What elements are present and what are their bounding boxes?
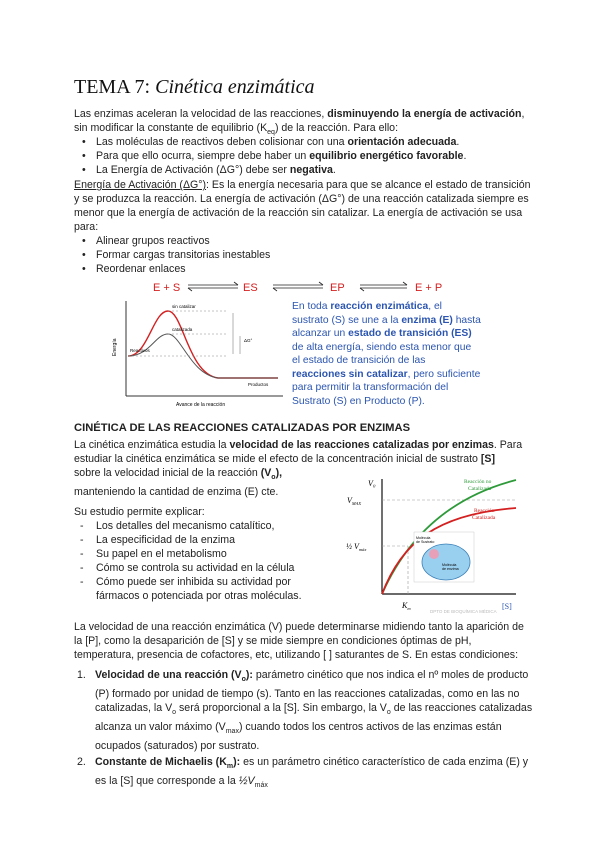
cat-label: catalizada (172, 327, 193, 332)
scheme-es: ES (243, 282, 258, 294)
section-heading: CINÉTICA DE LAS REACCIONES CATALIZADAS POR ENZIMAS (74, 422, 411, 434)
list-item: 2. Constante de Michaelis $(K_m)$: es un parámetro cinético característico de cada enzima (E) y es la [S] que corresponde a la $\frac{1}{2}V_{máx}$ (77, 756, 529, 790)
list-item: - La especificidad de la enzima (74, 533, 334, 547)
list-item: • La Energía de Activación (ΔG°) debe ser negativa. (74, 163, 534, 177)
title-italic: Cinética enzimática (155, 76, 315, 98)
numbered-list (74, 668, 544, 796)
substrate-molecule (429, 549, 439, 559)
legend-red-1: Reacción (474, 508, 495, 514)
legend-red-2: Catalizada (472, 515, 496, 521)
section2-paragraph: La cinética enzimática estudia la velocidad de las reacciones catalizadas por enzimas. Para estudiar la cinética enzimática se mide el efecto de la concentración inicial de sustrato [S] sobre la velocidad inicial de la reacción $(V_o)$, manteniendo la cantidad de enzima (E) cte. (74, 439, 523, 499)
list-item: 1. Velocidad de una reacción $(V_o)$: parámetro cinético que nos indica el nº moles de producto (P) formado por unidad de tiempo (s). Tanto en las reacciones catalizadas, como en las no catalizadas, la $V_o$ será proporcional a la [S]. Sin embargo, la $V_o$ de las reacciones catalizadas alcanza un valor máximo $(V_{max})$ cuando todos los centros activos de las enzimas están ocupados (saturados) por sustrato. (77, 669, 533, 753)
legend-green-2: Catalizada (468, 486, 492, 492)
section3-paragraph: La velocidad de una reacción enzimática (V) puede determinarse midiendo tanto la aparición de la [P], como la desaparición de [S] y se mide siempre en condiciones óptimas de pH, temperatura, presencia de cofactores, etc, utilizando [ ] saturantes de S. En estas condiciones: (74, 621, 524, 661)
study-intro: Su estudio permite explicar: (74, 506, 205, 518)
s-label: [S] (502, 602, 512, 611)
uncat-label: sin catalizar (172, 304, 196, 309)
blue-note: En toda reacción enzimática, el sustrato (S) se une a la enzima (E) hasta alcanzar un estado de transición (ES) de alta energía, siendo esta menor que el estado de transición de las reacciones sin catalizar, pero suficiente para permitir la transformación del Sustrato (S) en Producto (P). (292, 301, 481, 407)
bullet-list-1 (74, 135, 534, 177)
dg-label: ΔG° (244, 338, 253, 343)
enzyme-molecule (422, 544, 470, 580)
title-main: TEMA 7: (74, 76, 151, 98)
km-label: $K_m$ (402, 601, 411, 611)
energy-diagram (108, 296, 288, 411)
list-item: - Los detalles del mecanismo catalítico, (74, 519, 334, 533)
inset-label-enzyme-1: Molécula (442, 563, 457, 567)
bullet-list-2 (74, 234, 374, 276)
list-item: fármacos o potenciada por otras moléculas. (96, 590, 302, 602)
v0-label: V₀ (368, 479, 376, 488)
activation-paragraph: Energía de Activación (ΔG°): Es la energía necesaria para que se alcance el estado de transición y se produzca la reacción. La energía de activación (ΔG°) de una reacción catalizada siempre es menor que la energía de activación de la reacción sin catalizar. La energía de activación se usa para: (74, 179, 531, 233)
list-item: • Alinear grupos reactivos (74, 234, 374, 248)
inset-label-substrate-2: de Sustrato (416, 540, 435, 544)
scheme-es-reactants: E + S (153, 282, 181, 294)
energy-x-label: Avance de la reacción (176, 402, 226, 408)
list-item: • Reordenar enlaces (74, 262, 374, 276)
list-item: • Para que ello ocurra, siempre debe haber un equilibrio energético favorable. (74, 149, 534, 163)
productos-label: Productos (248, 382, 269, 387)
inset-label-substrate-1: Molécula (416, 536, 431, 540)
intro-paragraph: Las enzimas aceleran la velocidad de las reacciones, disminuyendo la energía de activación, sin modificar la constante de equilibrio $(K_{eq})$ de la reacción. Para ello: (74, 108, 525, 137)
list-item: - Cómo se controla su actividad en la célula (74, 561, 334, 575)
kinetics-graph (342, 474, 520, 614)
scheme-ep: EP (330, 282, 345, 294)
vmax-label: $V_{MAX}$ (347, 496, 362, 506)
list-item: - Cómo puede ser inhibida su actividad por (74, 575, 334, 589)
list-item: - Su papel en el metabolismo (74, 547, 334, 561)
list-item: • Las moléculas de reactivos deben colisionar con una orientación adecuada. (74, 135, 534, 149)
legend-green-1: Reacción no (464, 479, 492, 485)
scheme-products: E + P (415, 282, 443, 294)
watermark: DPTO DE BIOQUÍMICA MÉDICA (430, 609, 497, 614)
reaction-scheme (145, 278, 475, 296)
page-title (74, 76, 315, 99)
energy-y-label: Energía (112, 338, 118, 356)
inset-label-enzyme-2: de enzima (442, 567, 459, 571)
list-item: • Formar cargas transitorias inestables (74, 248, 374, 262)
half-vmax-label: ½ $V_{máx}$ (346, 542, 367, 552)
reactivos-label: Reactivos (130, 348, 150, 353)
activation-term: Energía de Activación (ΔG°) (74, 179, 207, 191)
dash-list (74, 519, 334, 603)
